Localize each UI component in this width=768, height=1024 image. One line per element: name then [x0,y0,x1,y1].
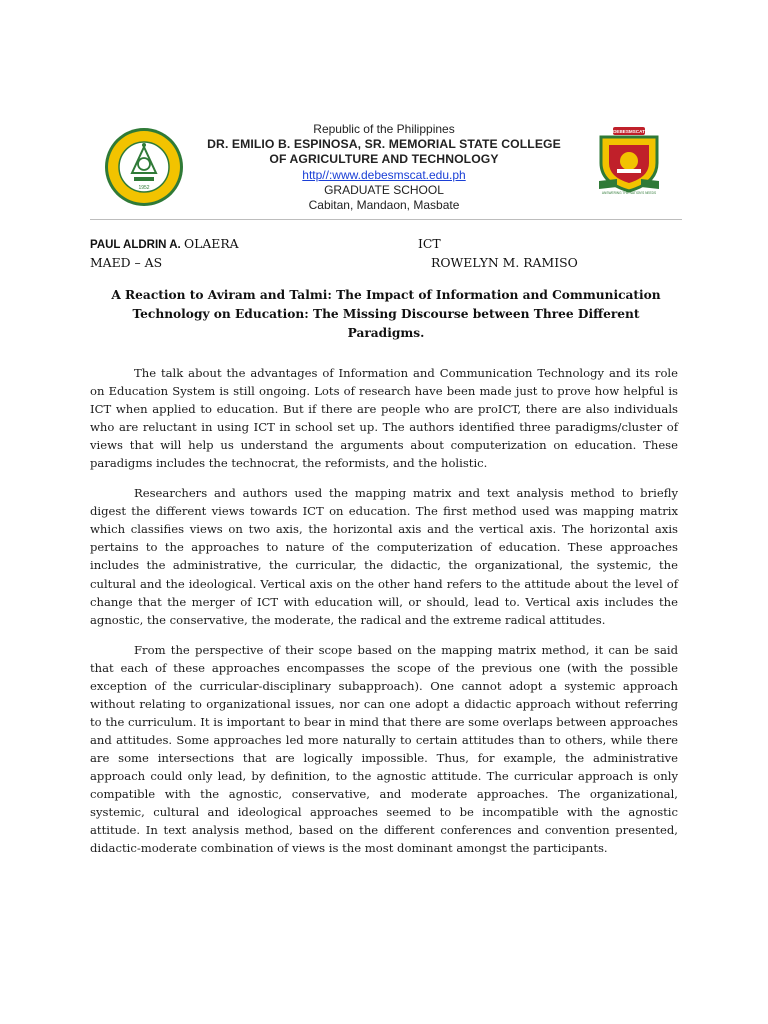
header-divider [90,219,682,220]
seal-motto: ANSWERING THE NATION'S NEEDS [601,191,657,195]
college-name-line1: DR. EMILIO B. ESPINOSA, SR. MEMORIAL STATE COLLEGE [207,137,561,151]
letterhead [190,122,578,213]
student-name [90,236,239,251]
paragraph-1: The talk about the advantages of Information and Communication Technology and its role on Education System is still ongoing. Lots of research have been made just to prove how helpful is ICT when applied to education. But if there are people who are proICT, there are also individuals who are reluctant in using ICT in school set up. The authors identified three paradigms/cluster of views that will help us understand the arguments about computerization on education. These paradigms includes the technocrat, the reformists, and the holistic. [90,366,678,471]
course-label: MAED – AS [90,255,163,270]
title-line1: A Reaction to Aviram and Talmi: The Impact of Information and Communication [111,288,661,302]
seal-year: 1952 [138,185,150,191]
college-seal-icon [104,127,184,207]
essay-body [90,364,678,869]
subject-label: ICT [418,236,441,251]
seal-banner: DEBESMSCAT [613,129,645,135]
republic-line: Republic of the Philippines [313,122,455,136]
paragraph-2: Researchers and authors used the mapping matrix and text analysis method to briefly digest the different views towards ICT on education. The first method used was mapping matrix which classifies views on two axis, the horizontal axis and the vertical axis. The horizontal axis pertains to the approaches to nature of the computerization of education. These approaches includes the administrative, the curricular, the didactic, the organizational, the systemic, the cultural and the ideological. Vertical axis on the other hand refers to the attitude about the level of change that the merger of ICT with education will, or should, lead to. Vertical axis includes the agnostic, the conservative, the moderate, the radical and the extreme radical attitudes. [90,486,678,627]
paragraph-3: From the perspective of their scope based on the mapping matrix method, it can be said that each of these approaches encompasses the scope of the previous one (with the possible exception of the curricular-disciplinary subapproach). One cannot adopt a systemic approach without relating to organizational issues, nor can one adopt a didactic approach without referring to the curriculum. It is important to bear in mind that there are some overlaps between approaches and attitudes. Some approaches led more naturally to certain attitudes than to others, while there are some intersections that are logically impossible. Thus, for example, the administrative approach could only lead, by definition, to the agnostic attitude. The curricular approach is only compatible with the agnostic, conservative, and moderate approaches. The organizational, systemic, cultural and ideological approaches seemed to be incompatible with the agnostic attitude. In text analysis method, based on the different conferences and convention presented, didactic-moderate combination of views is the most dominant amongst the participants. [90,642,678,856]
address-line: Cabitan, Mandaon, Masbate [308,198,460,212]
title-line2: Technology on Education: The Missing Discourse between Three Different Paradigms. [132,307,640,340]
essay-title [96,286,676,343]
school-line: GRADUATE SCHOOL [324,183,444,197]
college-name-line2: OF AGRICULTURE AND TECHNOLOGY [269,152,499,166]
shield-seal-icon [597,127,661,195]
student-name-last: OLAERA [183,236,239,251]
instructor-name: ROWELYN M. RAMISO [431,255,578,270]
student-name-first: PAUL ALDRIN A. [90,239,181,251]
website-link[interactable]: http//:www.debesmscat.edu.ph [302,168,466,182]
